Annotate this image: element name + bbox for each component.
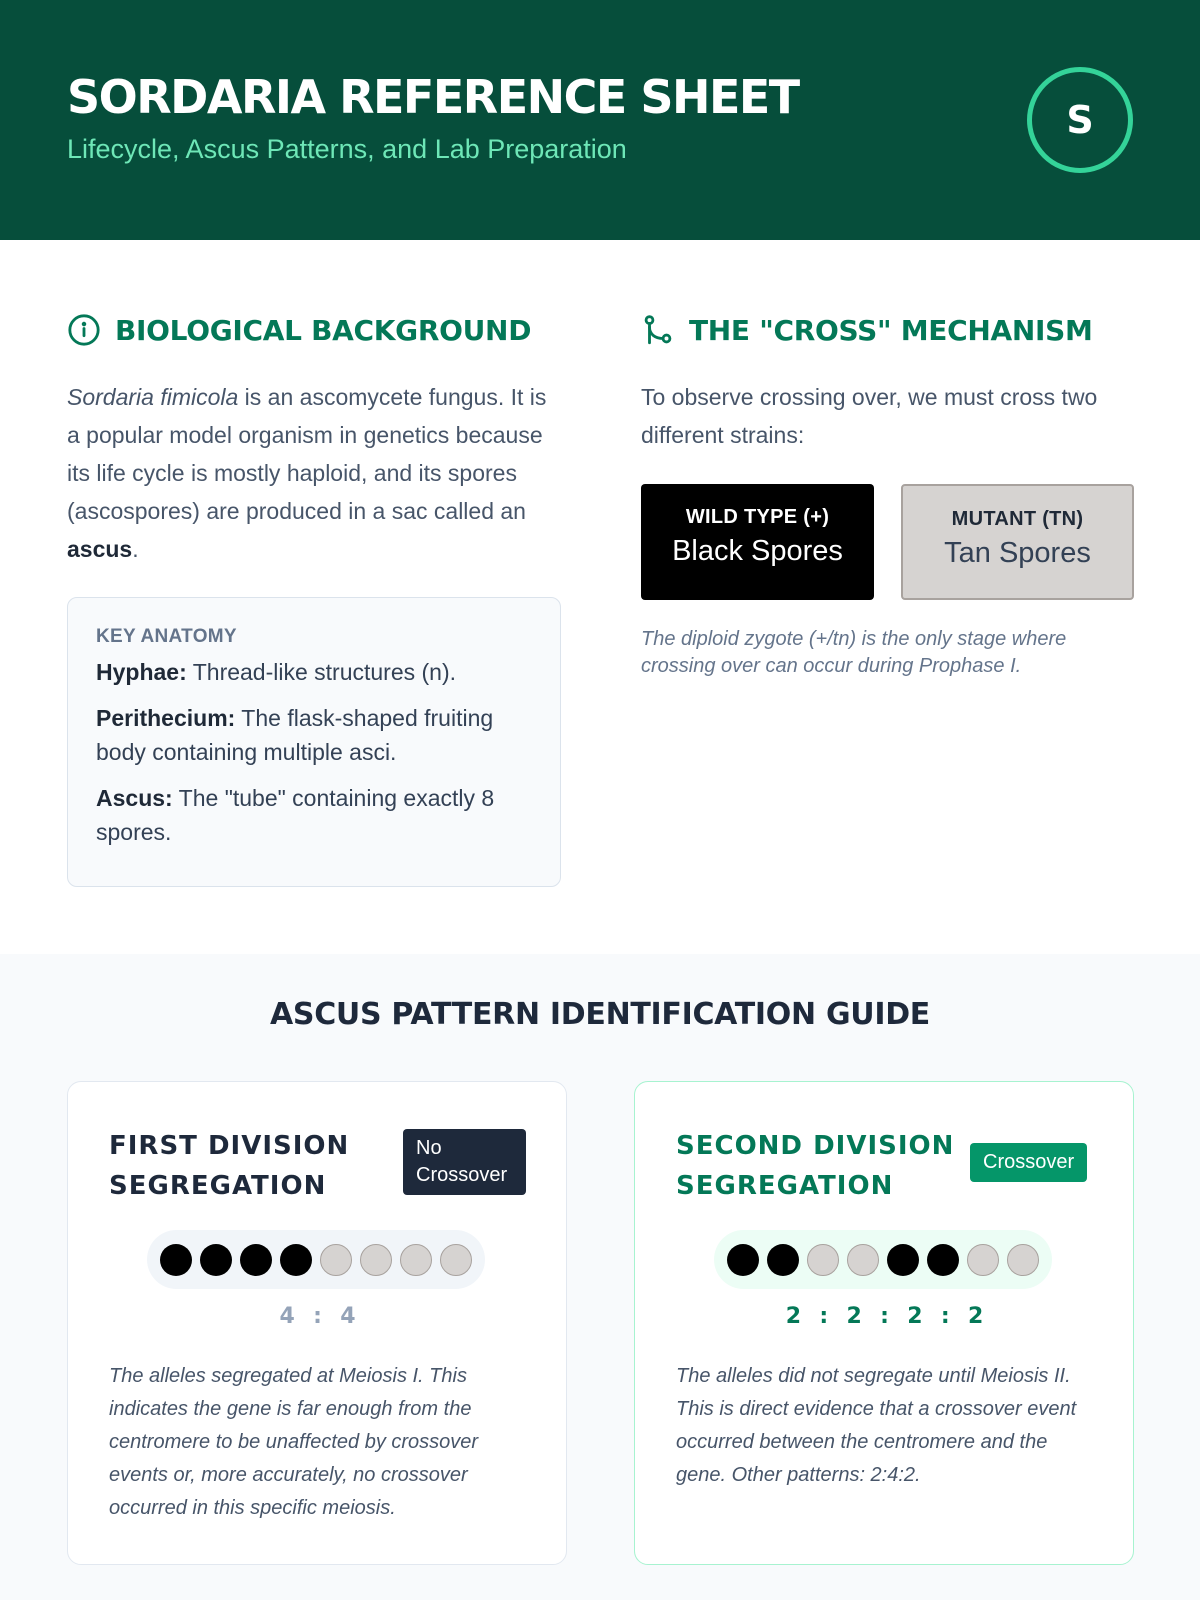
black-spore: [887, 1244, 919, 1276]
no-crossover-badge: No Crossover: [403, 1129, 526, 1195]
first-division-title: FIRST DIVISION SEGREGATION: [109, 1131, 350, 1201]
first-division-ascus: [147, 1230, 485, 1289]
background-title: BIOLOGICAL BACKGROUND: [115, 313, 532, 347]
tan-spore: [440, 1244, 472, 1276]
first-division-ratio: 4 : 4: [279, 1304, 357, 1329]
black-spore: [927, 1244, 959, 1276]
page-subtitle: Lifecycle, Ascus Patterns, and Lab Preparation: [67, 134, 627, 164]
cross-note: The diploid zygote (+/tn) is the only stage where crossing over can occur during Prophase I.: [641, 628, 1067, 677]
cross-section-header: [641, 313, 1093, 347]
mutant-card: [901, 484, 1134, 600]
key-anatomy-label: KEY ANATOMY: [96, 626, 237, 647]
anatomy-definition: Thread-like structures (n).: [186, 659, 457, 685]
cross-intro: To observe crossing over, we must cross two different strains:: [641, 384, 1098, 448]
cross-title: THE "CROSS" MECHANISM: [689, 313, 1093, 347]
anatomy-item-perithecium: [96, 701, 536, 769]
tan-spore: [967, 1244, 999, 1276]
anatomy-item-ascus: [96, 781, 536, 849]
tan-spore: [400, 1244, 432, 1276]
page-header: [0, 0, 1200, 240]
anatomy-item-hyphae: [96, 655, 536, 689]
second-division-ascus: [714, 1230, 1052, 1289]
guide-title: ASCUS PATTERN IDENTIFICATION GUIDE: [269, 997, 930, 1032]
second-division-title: SECOND DIVISION SEGREGATION: [676, 1131, 955, 1201]
anatomy-term: Hyphae:: [96, 659, 187, 685]
branch-icon: [641, 313, 675, 347]
wild-type-card: [641, 484, 874, 600]
black-spore: [240, 1244, 272, 1276]
second-division-card: [634, 1081, 1134, 1565]
wild-type-label: WILD TYPE (+): [685, 506, 830, 528]
background-paragraph: [67, 378, 557, 568]
anatomy-definition: The "tube" containing exactly 8 spores.: [96, 785, 495, 845]
anatomy-definition: The flask-shaped fruiting body containing multiple asci.: [96, 705, 494, 765]
background-text-end: .: [132, 536, 139, 562]
background-text: is an ascomycete fungus. It is a popular model organism in genetics because its life cycle is mostly haploid, and its spores (ascospores) are produced in a sac called an: [67, 384, 547, 524]
tan-spore: [847, 1244, 879, 1276]
ascus-term: ascus: [67, 536, 133, 562]
tan-spore: [807, 1244, 839, 1276]
anatomy-term: Ascus:: [96, 785, 173, 811]
first-division-description: The alleles segregated at Meiosis I. This indicates the gene is far enough from the centromere to be unaffected by crossover events or, more accurately, no crossover occurred in this specific meiosis.: [109, 1365, 479, 1519]
tan-spore: [1007, 1244, 1039, 1276]
crossover-badge: Crossover: [970, 1143, 1087, 1182]
logo-badge: S: [1027, 67, 1133, 173]
mutant-label: MUTANT (TN): [951, 508, 1084, 530]
black-spore: [160, 1244, 192, 1276]
second-division-ratio: 2 : 2 : 2 : 2: [785, 1304, 985, 1329]
second-division-description: The alleles did not segregate until Meiosis II. This is direct evidence that a crossover event occurred between the centromere and the gene. Other patterns: 2:4:2.: [676, 1365, 1077, 1486]
black-spore: [200, 1244, 232, 1276]
black-spore: [767, 1244, 799, 1276]
tan-spore: [360, 1244, 392, 1276]
first-division-card: [67, 1081, 567, 1565]
background-section-header: [67, 313, 531, 347]
black-spore: [727, 1244, 759, 1276]
black-spore: [280, 1244, 312, 1276]
mutant-value: Tan Spores: [944, 537, 1091, 569]
key-anatomy-box: [67, 597, 561, 887]
info-circle-icon: [67, 313, 101, 347]
tan-spore: [320, 1244, 352, 1276]
anatomy-term: Perithecium:: [96, 705, 236, 731]
page-title: SORDARIA REFERENCE SHEET: [67, 70, 799, 124]
wild-type-value: Black Spores: [672, 535, 843, 567]
species-name: Sordaria fimicola: [67, 384, 239, 410]
